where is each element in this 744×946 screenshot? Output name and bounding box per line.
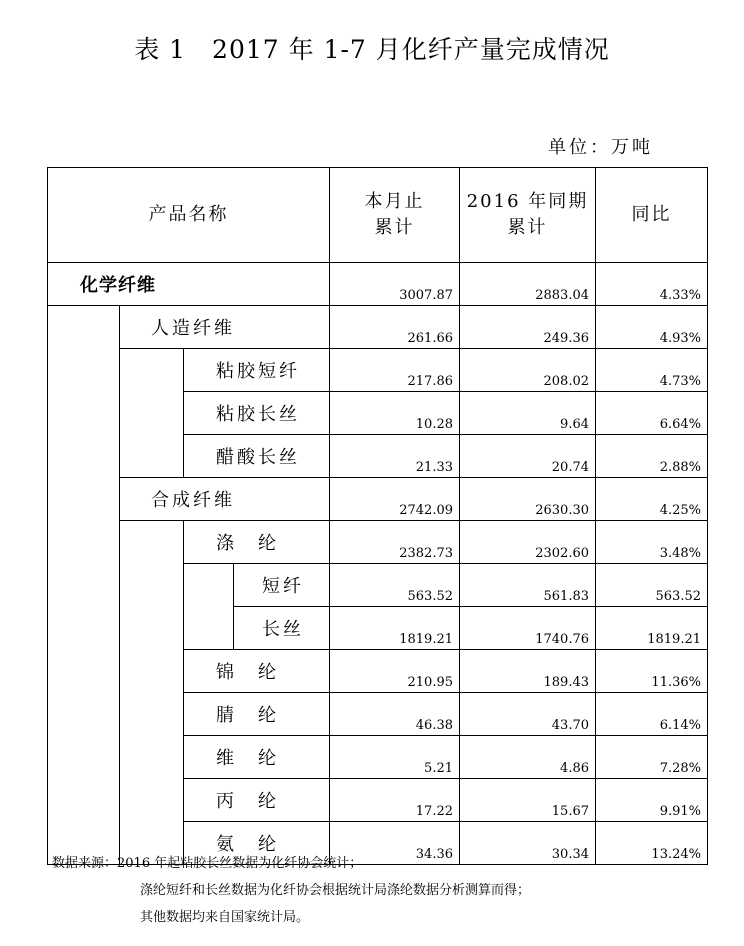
row-name: 氨 纶 (184, 822, 330, 865)
table-row (48, 349, 708, 392)
indent-spacer (120, 521, 184, 865)
yoy-cell: 9.91% (596, 779, 708, 822)
cumulative-cell: 5.21 (330, 736, 460, 779)
header-cumulative (330, 168, 460, 263)
cumulative-cell: 21.33 (330, 435, 460, 478)
cumulative-cell: 217.86 (330, 349, 460, 392)
yoy-cell: 3.48% (596, 521, 708, 564)
prior-year-cell: 1740.76 (460, 607, 596, 650)
header-product-name: 产品名称 (48, 168, 330, 263)
source-notes (52, 850, 530, 931)
yoy-cell: 6.14% (596, 693, 708, 736)
indent-spacer (120, 349, 184, 478)
indent-spacer (48, 306, 120, 865)
yoy-cell: 2.88% (596, 435, 708, 478)
row-name: 粘胶长丝 (184, 392, 330, 435)
cumulative-cell: 261.66 (330, 306, 460, 349)
row-name: 涤 纶 (184, 521, 330, 564)
yoy-cell: 4.73% (596, 349, 708, 392)
yoy-cell: 13.24% (596, 822, 708, 865)
cumulative-cell: 3007.87 (330, 263, 460, 306)
yoy-cell: 563.52 (596, 564, 708, 607)
header-prior-year-line1: 2016 年同期 (466, 191, 589, 212)
yoy-cell: 4.93% (596, 306, 708, 349)
prior-year-cell: 2302.60 (460, 521, 596, 564)
table-row (48, 521, 708, 564)
cumulative-cell: 1819.21 (330, 607, 460, 650)
row-name: 腈 纶 (184, 693, 330, 736)
note-line: 其他数据均来自国家统计局。 (140, 910, 310, 925)
cumulative-cell: 10.28 (330, 392, 460, 435)
note-line: 数据来源：2016 年起粘胶长丝数据为化纤协会统计； (52, 856, 363, 871)
cumulative-cell: 46.38 (330, 693, 460, 736)
prior-year-cell: 2883.04 (460, 263, 596, 306)
cumulative-cell: 2382.73 (330, 521, 460, 564)
header-prior-year (460, 168, 596, 263)
prior-year-cell: 30.34 (460, 822, 596, 865)
row-name: 锦 纶 (184, 650, 330, 693)
prior-year-cell: 20.74 (460, 435, 596, 478)
yoy-cell: 6.64% (596, 392, 708, 435)
indent-spacer (184, 564, 234, 650)
row-name: 人造纤维 (120, 306, 330, 349)
table-row (48, 306, 708, 349)
row-name: 长丝 (234, 607, 330, 650)
production-table (47, 167, 708, 865)
cumulative-cell: 34.36 (330, 822, 460, 865)
yoy-cell: 4.33% (596, 263, 708, 306)
row-name: 粘胶短纤 (184, 349, 330, 392)
cumulative-cell: 2742.09 (330, 478, 460, 521)
cumulative-cell: 210.95 (330, 650, 460, 693)
row-name: 醋酸长丝 (184, 435, 330, 478)
prior-year-cell: 2630.30 (460, 478, 596, 521)
prior-year-cell: 9.64 (460, 392, 596, 435)
header-cumulative-line1: 本月止 (364, 191, 425, 212)
prior-year-cell: 4.86 (460, 736, 596, 779)
header-prior-year-line2: 累计 (507, 217, 548, 238)
table-title: 表 1 2017 年 1-7 月化纤产量完成情况 (134, 35, 610, 64)
row-name: 丙 纶 (184, 779, 330, 822)
table-row (48, 263, 708, 306)
prior-year-cell: 189.43 (460, 650, 596, 693)
prior-year-cell: 561.83 (460, 564, 596, 607)
yoy-cell: 4.25% (596, 478, 708, 521)
yoy-cell: 7.28% (596, 736, 708, 779)
header-row (48, 168, 708, 263)
prior-year-cell: 249.36 (460, 306, 596, 349)
cumulative-cell: 17.22 (330, 779, 460, 822)
row-name: 短纤 (234, 564, 330, 607)
header-yoy: 同比 (596, 168, 708, 263)
prior-year-cell: 15.67 (460, 779, 596, 822)
row-name: 合成纤维 (120, 478, 330, 521)
row-name: 维 纶 (184, 736, 330, 779)
yoy-cell: 1819.21 (596, 607, 708, 650)
header-cumulative-line2: 累计 (374, 217, 415, 238)
prior-year-cell: 43.70 (460, 693, 596, 736)
table-row (48, 478, 708, 521)
row-name: 化学纤维 (48, 263, 330, 306)
prior-year-cell: 208.02 (460, 349, 596, 392)
cumulative-cell: 563.52 (330, 564, 460, 607)
unit-label: 单位：万吨 (548, 137, 653, 158)
yoy-cell: 11.36% (596, 650, 708, 693)
note-line: 涤纶短纤和长丝数据为化纤协会根据统计局涤纶数据分析测算而得； (140, 883, 531, 898)
